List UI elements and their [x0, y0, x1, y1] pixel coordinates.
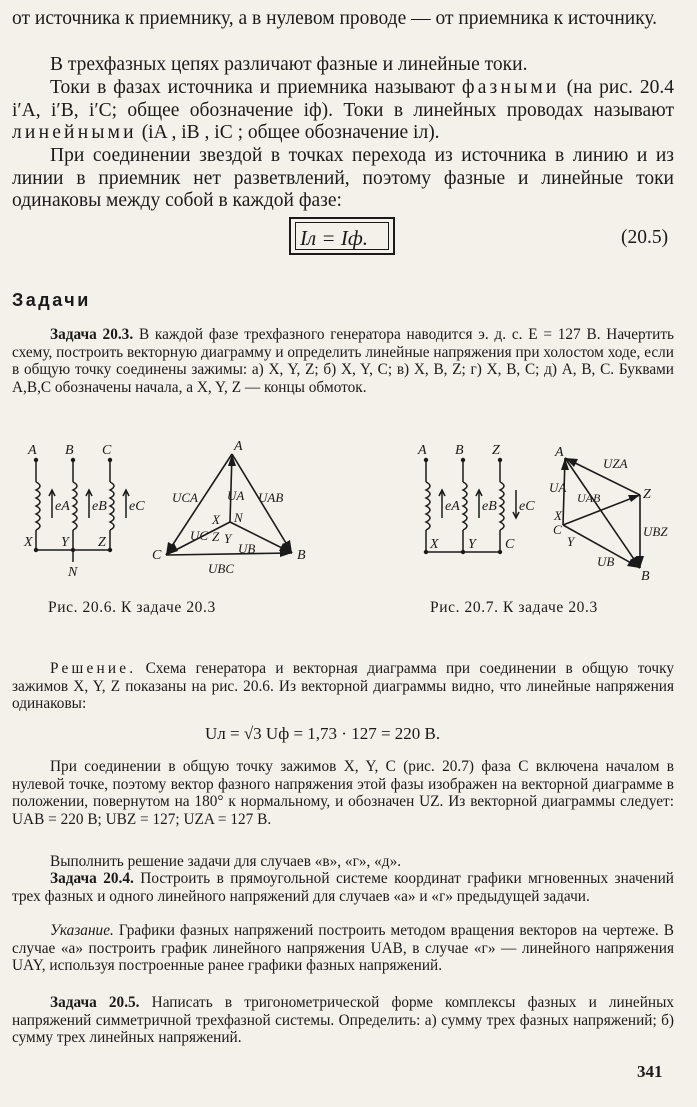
figure-20-7-schematic	[408, 440, 538, 580]
node-label-C: C	[553, 522, 562, 537]
vertex-label-C: C	[152, 548, 162, 563]
terminal-label-Y: Y	[468, 537, 476, 552]
emf-label-eC: eC	[519, 499, 535, 514]
paragraph-currents-definition	[12, 77, 674, 145]
node-label-Y: Y	[567, 534, 575, 549]
terminal-label-C: C	[102, 443, 112, 458]
hint-text: Графики фазных напряжений построить методом вращения векторов на чертеже. В случае «а» построить график линейного напряжения UAB, в случае «г» — линейного напряжения UAY, используя построенные ранее графики фазных напряжений.	[12, 922, 674, 974]
terminal-label-A: A	[418, 443, 427, 458]
solution-paragraph-2: При соединении в общую точку зажимов X, Y, C (рис. 20.7) фаза C включена началом в нулевой точке, поэтому вектор фазного напряжения этой фазы изображен на векторной диаграмме в положении, повернутом на 180° к нормальному, и обозначен UZ. Из векторной диаграммы следует: UAB = 220 В; UBZ = 127; UZA = 127 В.	[12, 758, 674, 828]
figure-20-7-vector-diagram	[545, 440, 675, 584]
paragraph-star-connection: При соединении звездой в точках перехода из источника в линию и из линии в приемник нет разветвлений, поэтому фазные и линейные токи одинаковы между собой в каждой фазе:	[12, 145, 674, 211]
task-label: Задача 20.3.	[50, 326, 134, 343]
voltage-label-UBZ: UBZ	[643, 524, 668, 539]
text-run: (на рис. 20.4 i′A, i′B, i′C; общее обозначение iф). Токи в линейных проводах называют	[12, 77, 674, 121]
terminal-label-A: A	[28, 443, 37, 458]
figure-20-6-vector-diagram	[150, 440, 310, 580]
task-text: Написать в тригонометрической форме комплексы фазных и линейных напряжений симметричной трехфазной системы. Определить: а) сумму трех фазных напряжений; б) сумму трех линейных напряжений.	[12, 994, 674, 1046]
emf-label-eB: eB	[92, 499, 107, 514]
figure-20-6-schematic	[18, 440, 145, 580]
voltage-label-UA: UA	[227, 488, 245, 503]
node-label-N: N	[234, 510, 243, 525]
voltage-label-UCA: UCA	[172, 490, 198, 505]
task-20-5	[12, 994, 674, 1047]
equation-20-5: Iл = Iф.	[300, 226, 368, 250]
node-label-Y: Y	[224, 531, 232, 546]
section-heading: Задачи	[12, 290, 91, 310]
vertex-label-B: B	[297, 548, 306, 563]
terminal-label-X: X	[24, 535, 33, 550]
solution-paragraph-3: Выполнить решение задачи для случаев «в», «г», «д».	[50, 853, 402, 870]
terminal-label-X: X	[430, 537, 439, 552]
task-label: Задача 20.5.	[50, 994, 140, 1011]
emf-label-eA: eA	[55, 499, 70, 514]
voltage-label-UB: UB	[597, 554, 615, 569]
task-text: В каждой фазе трехфазного генератора наводится э. д. с. E = 127 В. Начертить схему, построить векторную диаграмму и определить линейные напряжения при холостом ходе, если в общую точку соединены зажимы: а) X, Y, Z; б) X, Y, C; в) X, B, Z; г) X, B, C; д) A, B, C. Буквами A,B,C обозначены начала, а X, Y, Z — концы обмоток.	[12, 326, 674, 396]
voltage-label-UC: UC	[190, 528, 209, 543]
term-linear: линейными	[12, 122, 137, 143]
text-run: Токи в фазах источника и приемника называют	[50, 77, 462, 98]
terminal-label-Y: Y	[61, 535, 69, 550]
terminal-label-B: B	[65, 443, 74, 458]
page-number: 341	[637, 1062, 663, 1081]
line-voltage-formula: Uл = √3 Uф = 1,73 · 127 = 220 В.	[205, 724, 441, 743]
vertex-label-A: A	[555, 445, 564, 460]
equation-number: (20.5)	[621, 227, 669, 248]
vertex-label-B: B	[641, 569, 650, 584]
terminal-label-C: C	[505, 537, 515, 552]
term-phase: фазными	[461, 77, 560, 98]
emf-label-eA: eA	[445, 499, 460, 514]
terminal-label-Z: Z	[492, 443, 500, 458]
neutral-label-N: N	[68, 565, 78, 580]
figure-20-7-caption: Рис. 20.7. К задаче 20.3	[430, 599, 598, 616]
text-run: (iA , iB , iC ; общее обозначение iл).	[136, 122, 440, 143]
terminal-label-Z: Z	[98, 535, 106, 550]
solution-text: Схема генератора и векторная диаграмма при соединении в общую точку зажимов X, Y, Z показаны на рис. 20.6. Из векторной диаграммы видно, что линейные напряжения одинаковы:	[12, 660, 674, 712]
voltage-label-UAB: UAB	[577, 491, 601, 505]
voltage-label-UB: UB	[238, 541, 256, 556]
voltage-label-UZA: UZA	[603, 456, 628, 471]
task-text: Построить в прямоугольной системе координат графики мгновенных значений трех фазных и одного линейного напряжений для случаев «а» и «г» предыдущей задачи.	[12, 870, 674, 905]
terminal-label-B: B	[455, 443, 464, 458]
node-label-X: X	[554, 508, 562, 523]
emf-label-eB: eB	[482, 499, 497, 514]
voltage-label-UAB: UAB	[258, 490, 284, 505]
voltage-label-UBC: UBC	[208, 561, 234, 576]
task-20-3	[12, 326, 674, 396]
vertex-label-Z: Z	[643, 487, 651, 502]
emf-label-eC: eC	[129, 499, 145, 514]
hint-label: Указание.	[50, 922, 114, 939]
paragraph-phase-line-intro: В трехфазных цепях различают фазные и линейные токи.	[50, 54, 528, 75]
task-20-4	[12, 870, 674, 905]
node-label-Z: Z	[212, 529, 220, 544]
figure-20-6-caption: Рис. 20.6. К задаче 20.3	[48, 599, 216, 616]
task-20-4-hint	[12, 922, 674, 975]
vertex-label-A: A	[234, 439, 243, 454]
solution-label: Решение.	[50, 660, 137, 677]
node-label-X: X	[212, 512, 220, 527]
solution-paragraph	[12, 660, 674, 713]
voltage-label-UA: UA	[549, 480, 567, 495]
task-label: Задача 20.4.	[50, 870, 134, 887]
paragraph-continuation: от источника к приемнику, а в нулевом проводе — от приемника к источнику.	[12, 8, 658, 29]
